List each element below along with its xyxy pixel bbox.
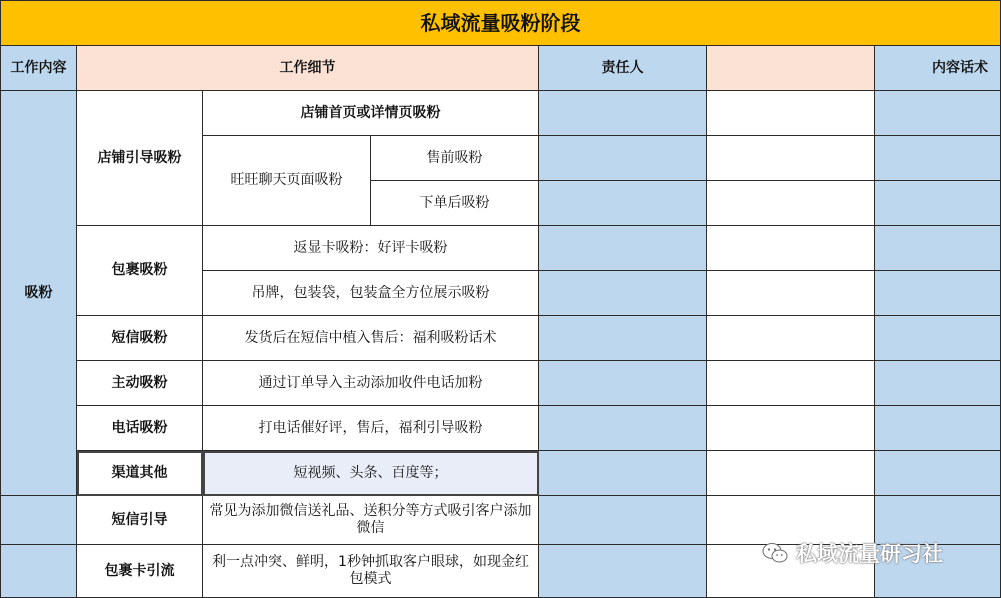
row-label-parcel[interactable]: 包裹吸粉 (77, 226, 203, 316)
table-title: 私域流量吸粉阶段 (0, 0, 1001, 46)
owner-cell[interactable] (539, 545, 707, 598)
category-cell-empty[interactable] (0, 545, 77, 598)
owner-cell[interactable] (539, 91, 707, 136)
detail-parcel-tag[interactable]: 吊牌，包装袋，包装盒全方位展示吸粉 (203, 271, 539, 316)
row-label-sms[interactable]: 短信吸粉 (77, 316, 203, 361)
blank-cell[interactable] (707, 181, 875, 226)
row-label-channel[interactable]: 渠道其他 (77, 451, 203, 496)
row-label-sms-guide[interactable]: 短信引导 (77, 496, 203, 545)
owner-cell[interactable] (539, 271, 707, 316)
row-label-phone[interactable]: 电话吸粉 (77, 406, 203, 451)
detail-postorder[interactable]: 下单后吸粉 (371, 181, 539, 226)
blank-cell[interactable] (707, 136, 875, 181)
script-cell[interactable] (875, 361, 1001, 406)
blank-cell[interactable] (707, 271, 875, 316)
detail-active[interactable]: 通过订单导入主动添加收件电话加粉 (203, 361, 539, 406)
row-label-parcel-card[interactable]: 包裹卡引流 (77, 545, 203, 598)
script-cell[interactable] (875, 271, 1001, 316)
blank-cell[interactable] (707, 226, 875, 271)
blank-cell[interactable] (707, 91, 875, 136)
category-cell[interactable]: 吸粉 (0, 91, 77, 496)
detail-wangwang[interactable]: 旺旺聊天页面吸粉 (203, 136, 371, 226)
owner-cell[interactable] (539, 316, 707, 361)
row-label-active[interactable]: 主动吸粉 (77, 361, 203, 406)
detail-parcel-card[interactable]: 返显卡吸粉：好评卡吸粉 (203, 226, 539, 271)
header-work-content[interactable]: 工作内容 (0, 46, 77, 91)
detail-sms-guide[interactable]: 常见为添加微信送礼品、送积分等方式吸引客户添加微信 (203, 496, 539, 545)
header-work-details[interactable]: 工作细节 (77, 46, 539, 91)
header-blank[interactable] (707, 46, 875, 91)
header-script[interactable]: 内容话术 (875, 46, 1001, 91)
script-cell[interactable] (875, 316, 1001, 361)
script-cell[interactable] (875, 181, 1001, 226)
detail-phone[interactable]: 打电话催好评，售后，福利引导吸粉 (203, 406, 539, 451)
wechat-icon (762, 542, 788, 564)
owner-cell[interactable] (539, 496, 707, 545)
header-owner[interactable]: 责任人 (539, 46, 707, 91)
owner-cell[interactable] (539, 406, 707, 451)
detail-parcel-card-guide[interactable]: 利一点冲突、鲜明，1秒钟抓取客户眼球，如现金红包模式 (203, 545, 539, 598)
owner-cell[interactable] (539, 361, 707, 406)
detail-channel[interactable]: 短视频、头条、百度等； (203, 451, 539, 496)
watermark-text: 私域流量研习社 (796, 542, 943, 566)
script-cell[interactable] (875, 406, 1001, 451)
script-cell[interactable] (875, 451, 1001, 496)
script-cell[interactable] (875, 136, 1001, 181)
detail-presale[interactable]: 售前吸粉 (371, 136, 539, 181)
blank-cell[interactable] (707, 451, 875, 496)
detail-homepage[interactable]: 店铺首页或详情页吸粉 (203, 91, 539, 136)
detail-sms[interactable]: 发货后在短信中植入售后：福利吸粉话术 (203, 316, 539, 361)
watermark (762, 538, 943, 568)
row-label-store[interactable]: 店铺引导吸粉 (77, 91, 203, 226)
category-cell-empty[interactable] (0, 496, 77, 545)
blank-cell[interactable] (707, 406, 875, 451)
script-cell[interactable] (875, 91, 1001, 136)
owner-cell[interactable] (539, 451, 707, 496)
script-cell[interactable] (875, 226, 1001, 271)
owner-cell[interactable] (539, 136, 707, 181)
blank-cell[interactable] (707, 361, 875, 406)
blank-cell[interactable] (707, 316, 875, 361)
owner-cell[interactable] (539, 226, 707, 271)
owner-cell[interactable] (539, 181, 707, 226)
